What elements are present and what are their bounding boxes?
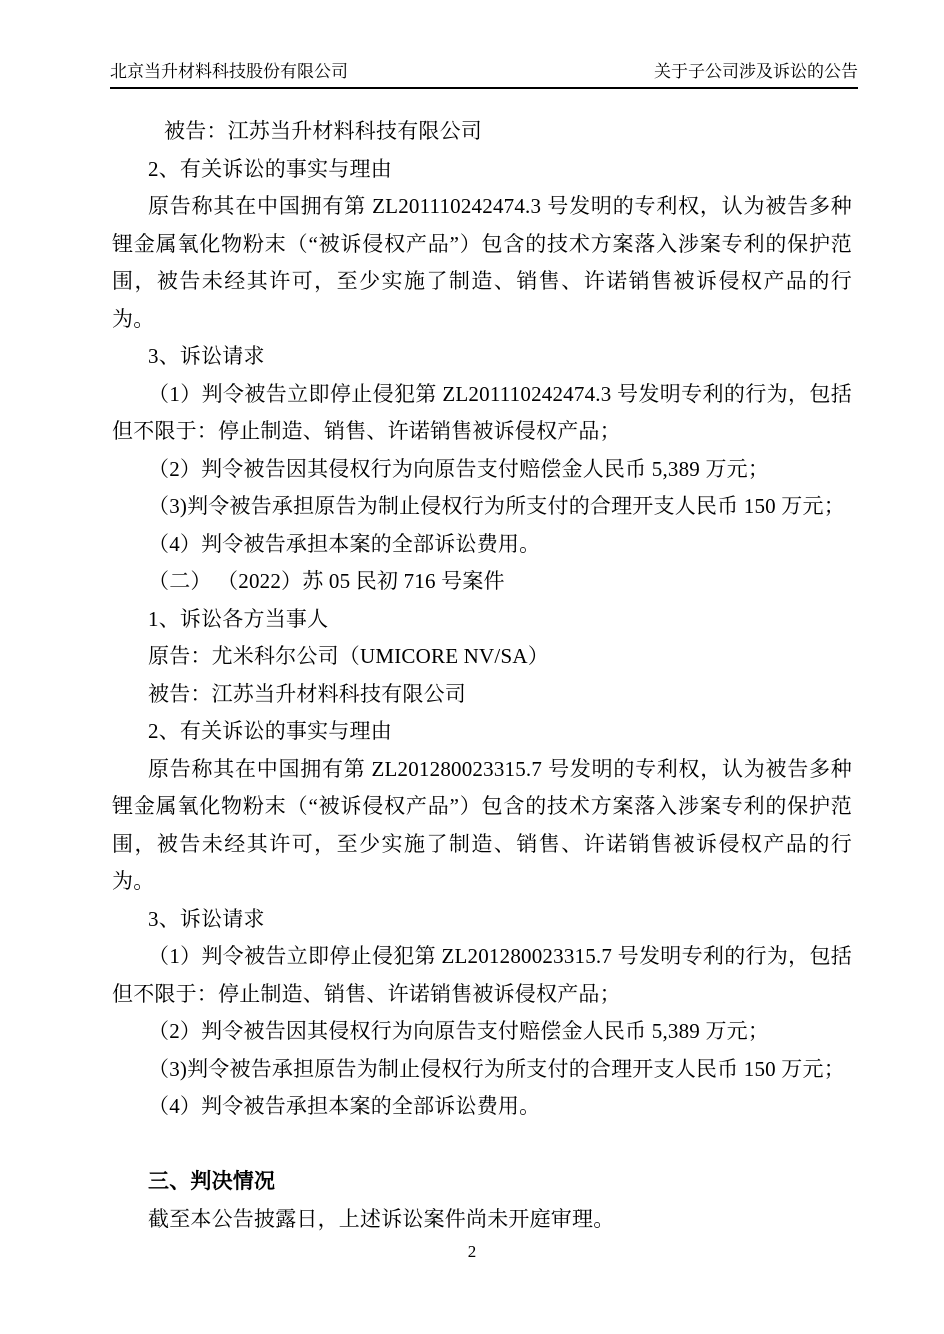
paragraph: （2）判令被告因其侵权行为向原告支付赔偿金人民币 5,389 万元； — [148, 456, 770, 481]
paragraph: 原告称其在中国拥有第 ZL201280023315.7 号发明的专利权，认为被告多种锂金属氧化物粉末（“被诉侵权产品”）包含的技术方案落入涉案专利的保护范围，被告未经其许可，至少实施了制造、销售、许诺销售被诉侵权产品的行为。 — [112, 756, 852, 893]
page-number: 2 — [467, 1242, 477, 1261]
paragraph: 原告称其在中国拥有第 ZL201110242474.3 号发明的专利权，认为被告多种锂金属氧化物粉末（“被诉侵权产品”）包含的技术方案落入涉案专利的保护范围，被告未经其许可，至少实施了制造、销售、许诺销售被诉侵权产品的行为。 — [112, 194, 852, 331]
paragraph: 被告：江苏当升材料科技有限公司 — [148, 681, 466, 706]
paragraph: 2、有关诉讼的事实与理由 — [148, 156, 392, 181]
paragraph: 3、诉讼请求 — [148, 906, 265, 931]
document-body — [112, 113, 852, 1238]
paragraph: （二） （2022）苏 05 民初 716 号案件 — [148, 569, 505, 593]
paragraph: 2、有关诉讼的事实与理由 — [148, 719, 392, 743]
paragraph: 原告：尤米科尔公司（UMICORE NV/SA） — [148, 644, 549, 668]
header-announcement-title: 关于子公司涉及诉讼的公告 — [654, 62, 858, 81]
paragraph: 1、诉讼各方当事人 — [148, 606, 329, 631]
paragraph: （3)判令被告承担原告为制止侵权行为所支付的合理开支人民币 150 万元； — [148, 1056, 845, 1081]
header-company-name: 北京当升材料科技股份有限公司 — [110, 62, 348, 81]
paragraph: 被告：江苏当升材料科技有限公司 — [164, 119, 482, 143]
section-heading: 三、判决情况 — [148, 1169, 276, 1193]
paragraph: （4）判令被告承担本案的全部诉讼费用。 — [148, 531, 541, 556]
paragraph: 3、诉讼请求 — [148, 344, 265, 368]
paragraph: （3)判令被告承担原告为制止侵权行为所支付的合理开支人民币 150 万元； — [148, 494, 845, 518]
paragraph: （1）判令被告立即停止侵犯第 ZL201110242474.3 号发明专利的行为，包括但不限于：停止制造、销售、许诺销售被诉侵权产品； — [112, 381, 852, 443]
paragraph: （1）判令被告立即停止侵犯第 ZL201280023315.7 号发明专利的行为，包括但不限于：停止制造、销售、许诺销售被诉侵权产品； — [112, 944, 852, 1006]
paragraph: 截至本公告披露日，上述诉讼案件尚未开庭审理。 — [148, 1206, 615, 1231]
page-header — [110, 60, 858, 89]
paragraph: （4）判令被告承担本案的全部诉讼费用。 — [148, 1094, 541, 1118]
paragraph: （2）判令被告因其侵权行为向原告支付赔偿金人民币 5,389 万元； — [148, 1019, 770, 1043]
